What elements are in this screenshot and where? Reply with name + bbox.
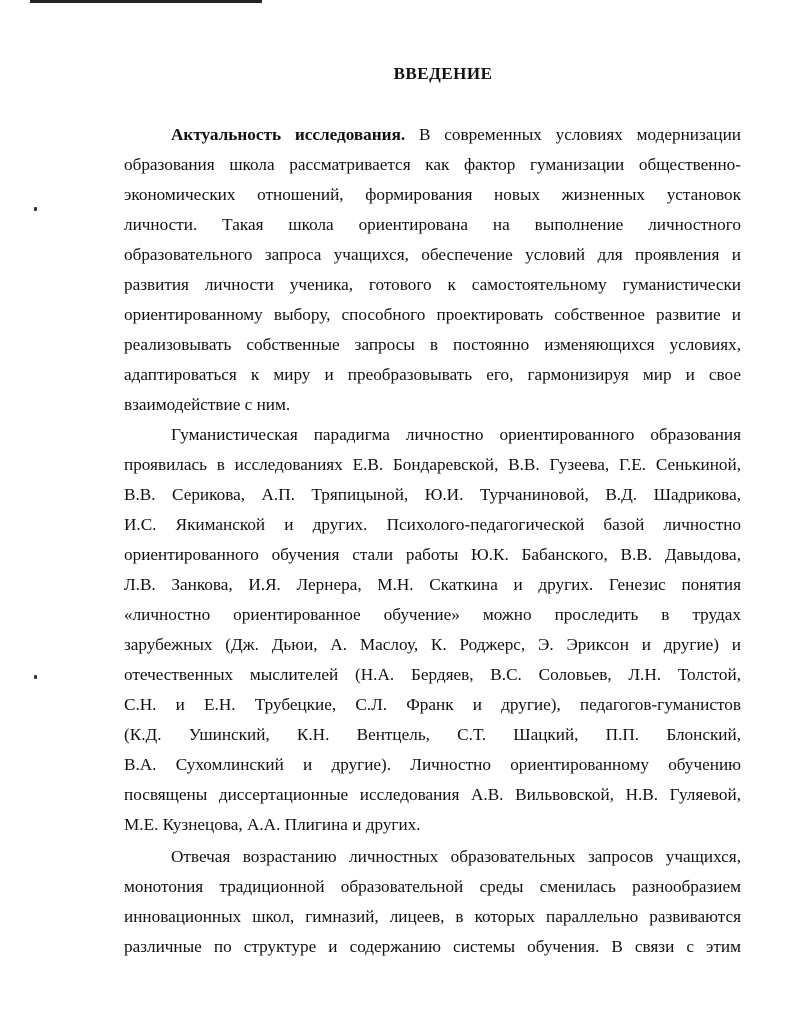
paragraph-line: личности. Такая школа ориентирована на выполнение личностного [124, 215, 741, 234]
paragraph-lead: Актуальность исследования. [171, 125, 406, 144]
paragraph-line: зарубежных (Дж. Дьюи, А. Маслоу, К. Роджерс, Э. Эриксон и другие) и [124, 635, 741, 654]
page-title: ВВЕДЕНИЕ [393, 64, 493, 83]
paragraph-line: взаимодействие с ним. [124, 395, 291, 414]
paragraph-line: В.В. Серикова, А.П. Тряпицыной, Ю.И. Турчаниновой, В.Д. Шадрикова, [124, 485, 741, 504]
paragraph-line: Л.В. Занкова, И.Я. Лернера, М.Н. Скаткина и других. Генезис понятия [124, 575, 741, 594]
paragraph-line: С.Н. и Е.Н. Трубецкие, С.Л. Франк и другие), педагогов-гуманистов [124, 695, 741, 714]
paragraph-line: Отвечая возрастанию личностных образовательных запросов учащихся, [171, 847, 741, 866]
paragraph-line: ориентированному выбору, способного проектировать собственное развитие и [124, 305, 741, 324]
paragraph-line: И.С. Якиманской и других. Психолого-педагогической базой личностно [124, 515, 741, 534]
paragraph-line: экономических отношений, формирования новых жизненных установок [124, 185, 741, 204]
paragraph-line: инновационных школ, гимназий, лицеев, в которых параллельно развиваются [124, 907, 741, 926]
paragraph-line: М.Е. Кузнецова, А.А. Плигина и других. [124, 815, 421, 834]
paragraph-line: «личностно ориентированное обучение» можно проследить в трудах [124, 605, 741, 624]
paragraph-line: монотония традиционной образовательной среды сменилась разнообразием [124, 877, 741, 896]
paragraph-text: В современных условиях модернизации [405, 125, 742, 144]
paragraph-line: образовательного запроса учащихся, обеспечение условий для проявления и [124, 245, 741, 264]
paragraph-line: Гуманистическая парадигма личностно ориентированного образования [171, 425, 741, 444]
paragraph-line: различные по структуре и содержанию системы обучения. В связи с этим [124, 937, 741, 956]
paragraph-line: отечественных мыслителей (Н.А. Бердяев, В.С. Соловьев, Л.Н. Толстой, [124, 665, 741, 684]
paragraph-line: развития личности ученика, готового к самостоятельному гуманистически [124, 275, 741, 294]
paragraph-line: образования школа рассматривается как фактор гуманизации общественно- [124, 155, 741, 174]
paragraph-line: реализовывать собственные запросы в постоянно изменяющихся условиях, [124, 335, 741, 354]
paragraph-line: посвящены диссертационные исследования А.В. Вильвовской, Н.В. Гуляевой, [124, 785, 741, 804]
paragraph-line: ориентированного обучения стали работы Ю.К. Бабанского, В.В. Давыдова, [124, 545, 741, 564]
paragraph-line: проявилась в исследованиях Е.В. Бондаревской, В.В. Гузеева, Г.Е. Сенькиной, [124, 455, 741, 474]
paragraph-line: адаптироваться к миру и преобразовывать его, гармонизируя мир и свое [124, 365, 741, 384]
paragraph-line: В.А. Сухомлинский и другие). Личностно ориентированному обучению [124, 755, 741, 774]
paragraph-line: (К.Д. Ушинский, К.Н. Вентцель, С.Т. Шацкий, П.П. Блонский, [124, 725, 741, 744]
paragraph-line [171, 125, 741, 145]
